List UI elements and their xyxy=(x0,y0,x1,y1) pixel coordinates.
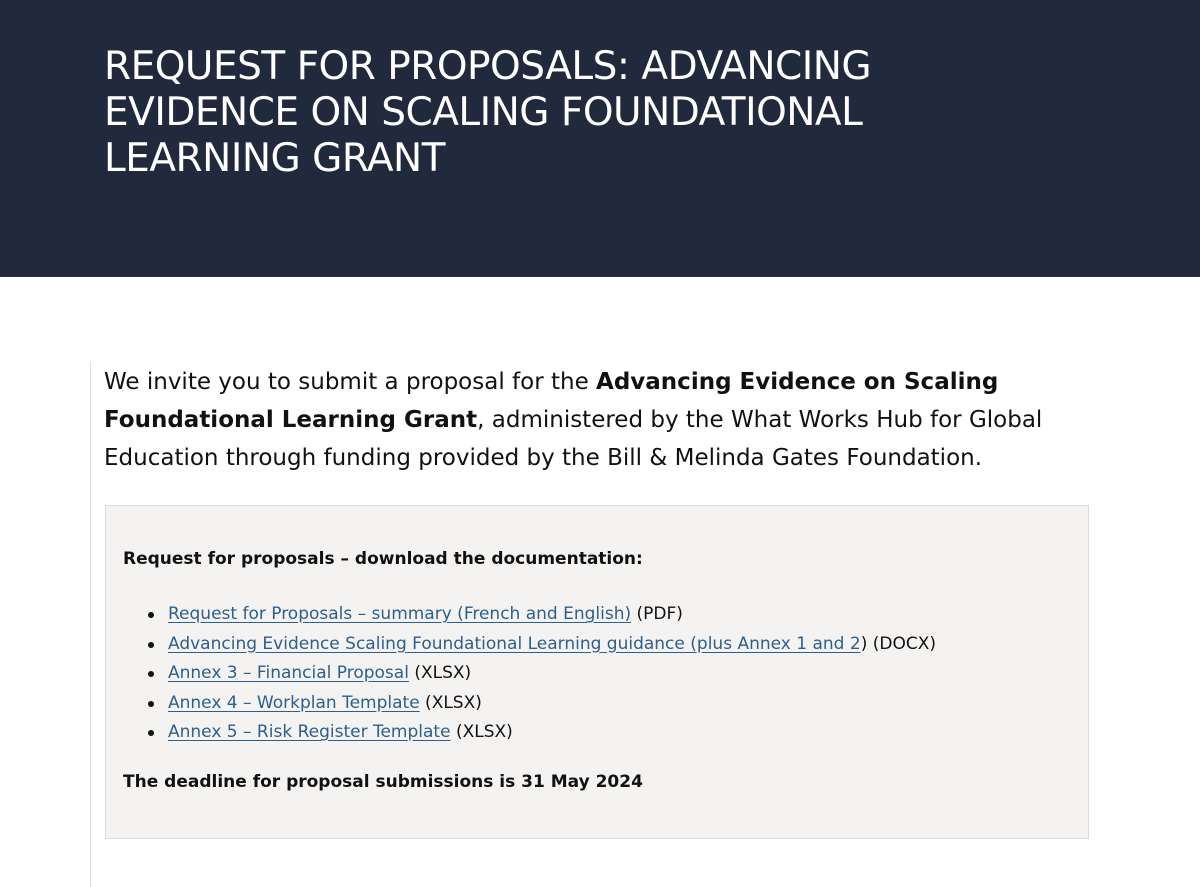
intro-paragraph xyxy=(104,363,1064,477)
deadline-text: The deadline for proposal submissions is 31 May 2024 xyxy=(123,772,643,792)
file-type-label: ) (DOCX) xyxy=(860,633,936,654)
guidance-link[interactable]: Advancing Evidence Scaling Foundational Learning guidance (plus Annex 1 and 2 xyxy=(168,633,861,654)
annex-3-link[interactable]: Annex 3 – Financial Proposal xyxy=(168,663,409,683)
bullet-icon xyxy=(148,671,154,677)
content-left-rule xyxy=(90,362,91,887)
documentation-box xyxy=(105,505,1089,839)
list-item xyxy=(123,718,936,748)
list-item xyxy=(123,659,936,689)
file-type-label: (XLSX) xyxy=(408,663,472,683)
file-type-label: (PDF) xyxy=(631,604,683,624)
list-item xyxy=(123,689,936,719)
documentation-heading: Request for proposals – download the documentation: xyxy=(123,549,643,569)
list-item xyxy=(123,600,936,630)
bullet-icon xyxy=(148,612,154,618)
bullet-icon xyxy=(148,730,154,736)
intro-tail-text: , administered by the What Works Hub for Global Education through funding provided by the Bill & Melinda Gates Foundation. xyxy=(104,407,1043,471)
annex-5-link[interactable]: Annex 5 – Risk Register Template xyxy=(168,722,451,742)
bullet-icon xyxy=(148,701,154,707)
file-type-label: (XLSX) xyxy=(450,722,513,742)
documentation-list xyxy=(123,600,936,748)
page-title: REQUEST FOR PROPOSALS: ADVANCING EVIDENCE ON SCALING FOUNDATIONAL LEARNING GRANT xyxy=(104,44,872,181)
grant-name: Advancing Evidence on Scaling Foundational Learning Grant xyxy=(104,369,999,433)
bullet-icon xyxy=(148,642,154,648)
list-item xyxy=(123,630,936,660)
file-type-label: (XLSX) xyxy=(419,692,482,713)
rfp-summary-link[interactable]: Request for Proposals – summary (French and English) xyxy=(168,604,632,624)
intro-lead-text: We invite you to submit a proposal for the xyxy=(104,369,597,395)
page-header-banner xyxy=(0,0,1200,277)
annex-4-link[interactable]: Annex 4 – Workplan Template xyxy=(168,692,420,713)
